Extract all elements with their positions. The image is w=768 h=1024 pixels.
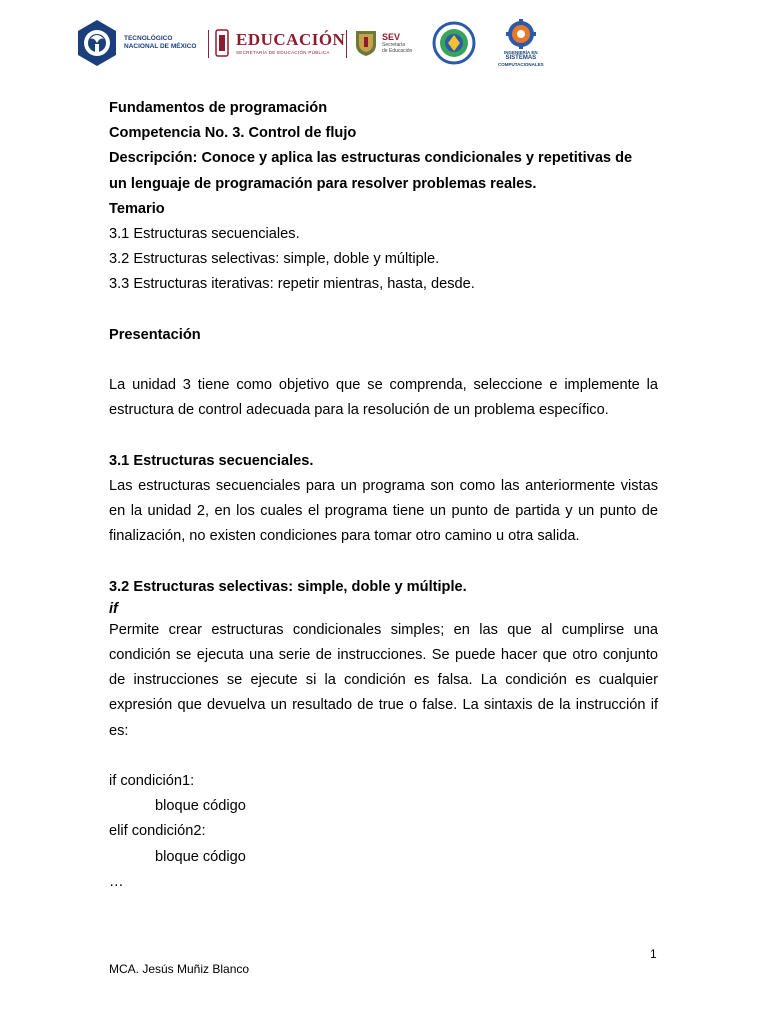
sev-line2: de Educación	[382, 48, 413, 55]
isc-line3: COMPUTACIONALES	[498, 61, 544, 67]
isc-line2: SISTEMAS	[505, 55, 537, 62]
section-3-1-heading: 3.1 Estructuras secuenciales.	[109, 452, 314, 469]
tecnm-name-line1: TECNOLÓGICO	[124, 34, 173, 42]
competence-title: Competencia No. 3. Control de flujo	[109, 125, 357, 142]
syllabus-heading: Temario	[109, 200, 165, 217]
sev-title: SEV	[382, 31, 401, 42]
section-3-2-heading: 3.2 Estructuras selectivas: simple, doble y múltiple.	[109, 578, 467, 595]
description-line-2: un lenguaje de programación para resolver problemas reales.	[109, 175, 537, 192]
syllabus-item: 3.1 Estructuras secuenciales.	[109, 225, 300, 242]
institute-seal-icon	[432, 21, 476, 65]
tecnm-name-line2: NACIONAL DE MÉXICO	[124, 43, 197, 50]
document-header	[76, 14, 576, 72]
document-body	[109, 96, 658, 895]
sep-emblem-icon	[214, 28, 230, 58]
footer-author: MCA. Jesús Muñiz Blanco	[109, 962, 250, 976]
page-number: 1	[650, 947, 657, 961]
gear-icon	[503, 19, 539, 49]
tecnm-logo	[76, 14, 196, 72]
code-line: elif condición2:	[109, 823, 206, 840]
course-title: Fundamentos de programación	[109, 100, 328, 116]
presentation-paragraph: La unidad 3 tiene como objetivo que se comprenda, seleccione e implemente la estructura de control adecuada para la resolución de un problema específico.	[109, 377, 658, 419]
institute-seal-logo	[432, 14, 476, 72]
veracruz-shield-icon	[354, 29, 378, 57]
isc-line1: INGENIERÍA EN	[504, 49, 538, 55]
educacion-title: EDUCACIÓN	[236, 30, 346, 49]
if-keyword-label: if	[109, 600, 118, 617]
header-divider	[208, 30, 209, 58]
code-line: …	[109, 873, 124, 890]
syllabus-item: 3.2 Estructuras selectivas: simple, doble y múltiple.	[109, 251, 440, 268]
sep-subtitle: SECRETARÍA DE EDUCACIÓN PÚBLICA	[236, 50, 330, 55]
sev-line1: Secretaría	[382, 42, 406, 49]
isc-logo	[498, 14, 544, 72]
tecnm-emblem-icon	[76, 19, 118, 67]
if-paragraph: Permite crear estructuras condicionales simples; en las que al cumplirse una condición se ejecuta una serie de instrucciones. Se puede hacer que otro conjunto de instrucciones se ejecute si la condición es falsa. La condición es cualquier expresión que devuelva un resultado de true o false. La sintaxis de la instrucción if es:	[109, 621, 658, 739]
code-line: bloque código	[155, 798, 246, 815]
sep-educacion-logo	[214, 14, 345, 72]
description-line-1: Descripción: Conoce y aplica las estructuras condicionales y repetitivas de	[109, 150, 633, 167]
code-line: bloque código	[155, 848, 246, 865]
syllabus-item: 3.3 Estructuras iterativas: repetir mientras, hasta, desde.	[109, 276, 475, 293]
header-divider	[346, 30, 347, 58]
presentation-heading: Presentación	[109, 326, 201, 343]
code-line: if condición1:	[109, 773, 195, 790]
section-3-1-paragraph: Las estructuras secuenciales para un programa son como las anteriormente vistas en la unidad 2, en los cuales el programa tiene un punto de partida y un punto de finalización, no existen condiciones para tomar otro camino u otra salida.	[109, 477, 658, 545]
sev-logo	[354, 14, 412, 72]
